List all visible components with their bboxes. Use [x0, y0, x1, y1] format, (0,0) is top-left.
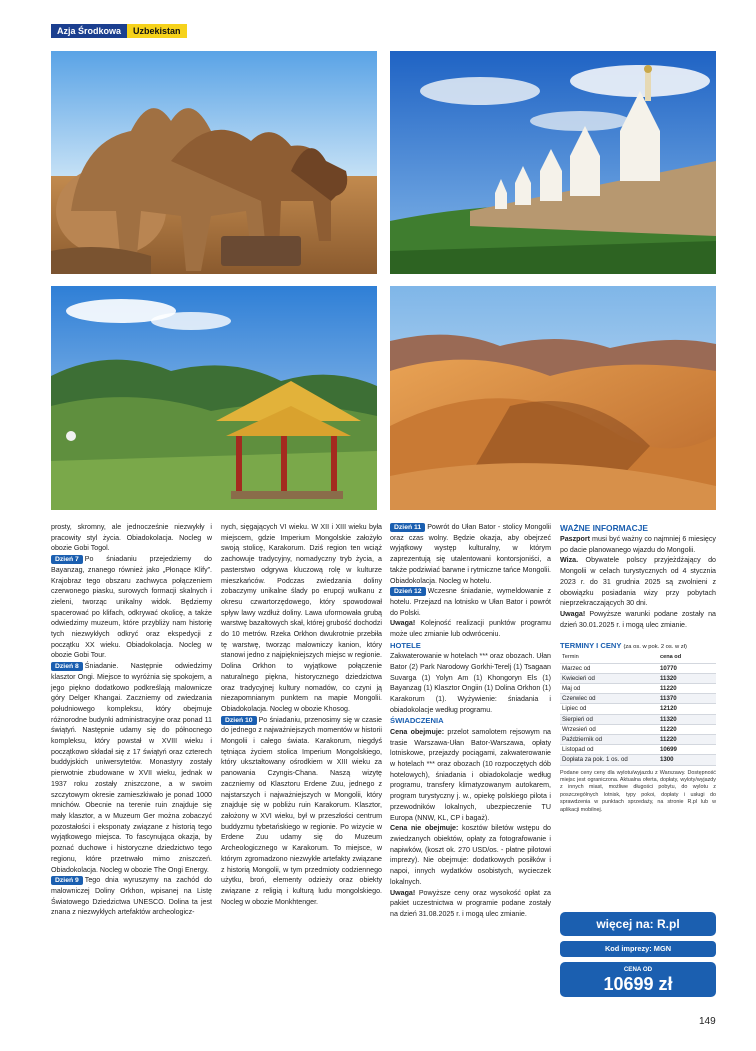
price-value: 11220: [658, 683, 716, 693]
price-term: Marzec od: [560, 663, 658, 673]
price-value: 1300: [658, 755, 716, 765]
passport-label: Paszport: [560, 535, 590, 543]
prices-section: [560, 640, 716, 814]
table-row: [560, 683, 716, 693]
table-row: [560, 704, 716, 714]
prices-heading: [560, 640, 716, 653]
itinerary-column-1: [51, 522, 212, 918]
note-label: Uwaga!: [390, 619, 416, 628]
important-info-heading: WAŻNE INFORMACJE: [560, 523, 648, 533]
table-row: [560, 745, 716, 755]
price-value: 11220: [658, 734, 716, 744]
day-badge-11: Dzień 11: [390, 523, 425, 532]
price-term: Wrzesień od: [560, 724, 658, 734]
table-row: [560, 673, 716, 683]
price-value: 10770: [658, 663, 716, 673]
text-paragraph: Po śniadaniu przejedziemy do Bayanzag, znanego również jako „Płonące Klify”. Krajobraz tego obszaru zachwyca połączeniem czerwonego piasku, surowych formacji skalnych i zieleni, tworząc unikalny widok. Będziemy spacerować po klifach, odkrywać okolicę, a także odwiedzimy muzeum, które przybliży nam historię tych niezwykłych odkryć oraz ekspedycji z początku XX wieku. Obiadokolacja. Nocleg w obozie Gobi Tour.: [51, 555, 212, 660]
tour-code-badge: Kod imprezy: MGN: [560, 941, 716, 957]
day-badge-8: Dzień 8: [51, 662, 83, 671]
price-disclaimer: Podane ceny ceny dla wylotu/wyjazdu z Warszawy. Dostępność miejsc jest ograniczona. Aktualna oferta, dopłaty, wyloty/wyjazdy z innych miast, możliwe długości pobytu, do wylotu z poszczególnych lotnisk, typy pokoi, dopłaty i usługi do sprawdzenia w punktach sprzedaży, na stronie R.pl lub w aplikacji mobilnej.: [560, 769, 716, 813]
price-table: [560, 653, 716, 765]
price-value: 11320: [658, 714, 716, 724]
price-table-header: [560, 653, 716, 663]
camels-photo: [51, 51, 377, 274]
price-value: 12120: [658, 704, 716, 714]
note-label: Uwaga!: [390, 888, 416, 897]
price-from-label: CENA OD: [623, 966, 653, 973]
note-text: Kolejność realizacji punktów programu może ulec zmianie lub odwróceniu.: [390, 619, 551, 639]
stupas-photo: [390, 51, 716, 274]
price-term: Październik od: [560, 734, 658, 744]
price-term: Maj od: [560, 683, 658, 693]
price-from-amount: 10699 zł: [603, 974, 673, 994]
pavilion-photo: [51, 286, 377, 510]
table-row: [560, 714, 716, 724]
table-row: [560, 694, 716, 704]
breadcrumb-region[interactable]: Azja Środkowa: [51, 24, 127, 38]
breadcrumb: [51, 24, 187, 38]
passport-text: musi być ważny co najmniej 6 miesięcy po dacie planowanego wjazdu do Mongolii.: [560, 535, 716, 554]
price-value: 11320: [658, 673, 716, 683]
page-number: 149: [699, 1016, 716, 1027]
table-row: [560, 663, 716, 673]
note-text: Powyższe warunki podane zostały na dzień 30.01.2025 r. i mogą ulec zmianie.: [560, 609, 716, 629]
day-badge-7: Dzień 7: [51, 555, 83, 564]
price-value: 11220: [658, 724, 716, 734]
day-badge-9: Dzień 9: [51, 876, 83, 885]
prices-subtitle: (za os. w pok. 2 os. w zł): [623, 644, 687, 651]
prices-title: TERMINY I CENY: [560, 641, 622, 651]
text-paragraph: Śniadanie. Następnie odwiedzimy klasztor Ongi. Miejsce to wyróżnia się spokojem, a jego piękno dodatkowo podkreślają malownicze góry Delger Khangai. Zaczniemy od zwiedzania południowego kompleksu, który obejmuje różnorodne budynki administracyjne oraz ponad 11 świątyń. Następnie udamy się do północnego kompleksu, który powstał w XVIII wieku i początkowo składał się z 17 świątyń oraz czterech buddyjskich uniwersytetów. Monastyry zostały pierwotnie zbudowane w XVII wieku, jednak w 1937 roku zostały zniszczone, a w swoim szczytowym okresie zamieszkiwało je ponad 1000 mnichów. Obecnie na terenie ruin znajduje się mały klasztor, a w Muzeum Ger można zobaczyć pozostałości i eksponaty związane z historią tego wyjątkowego miejsca. To fascynująca okazja, by poznać duchowe i historyczne dziedzictwo tego regionu, które przetrwało mimo zniszczeń. Obiadokolacja. Nocleg w obozie The Ongi Energy.: [51, 662, 212, 874]
price-includes-label: Cena obejmuje:: [390, 727, 445, 736]
text-paragraph: prosty, skromny, ale jednocześnie niezwykły i pracowity styl życia. Obiadokolacja. Nocleg w obozie Gobi Togol.: [51, 523, 212, 553]
breadcrumb-country[interactable]: Uzbekistan: [127, 24, 187, 38]
price-value: 11370: [658, 694, 716, 704]
table-row: [560, 755, 716, 765]
price-term: Sierpień od: [560, 714, 658, 724]
price-term: Czerwiec od: [560, 694, 658, 704]
day-badge-12: Dzień 12: [390, 587, 426, 596]
price-term: Kwiecień od: [560, 673, 658, 683]
hotels-heading: HOTELE: [390, 640, 421, 650]
visa-text: Obywatele polscy przyjeżdżający do Mongolii w celach turystycznych od 4 stycznia 2023 r. do 31 grudnia 2025 są zwolnieni z obowiązku posiadania wizy przy pobytach nieprzekraczających 30 dni.: [560, 556, 716, 608]
header-term: Termin: [560, 653, 658, 663]
price-term: Listopad od: [560, 745, 658, 755]
itinerary-column-2: [221, 522, 382, 907]
price-term: Dopłata za pok. 1 os. od: [560, 755, 658, 765]
hotels-text: Zakwaterowanie w hotelach *** oraz obozach. Ułan Bator (2) Park Narodowy Gorkhi-Terelj (1) Tsagaan Suvarga (1) Yolyn Am (1) Khongoryn Els (1) Bayanzag (1) Klasztor Ongiin (1) Dolina Orkhon (1) Karakorum (1). Wyżywienie: śniadania i obiadokolacje według programu.: [390, 652, 551, 714]
note-text: Powyższe ceny oraz wysokość opłat za pakiet uczestnictwa w programie podane zostały na dzień 31.08.2025 r. i mogą ulec zmianie.: [390, 888, 551, 918]
text-paragraph: Po śniadaniu, przenosimy się w czasie do jednego z najważniejszych momentów w historii Mongolii i całego świata. Karakorum, niegdyś tętniąca życiem stolica Imperium Mongolskiego, który ukształtowany ośrodkiem w XIII wieku za panowania Czyngis-Chana. Naszą wizytę zaczniemy od Klasztoru Erdene Zuu, jednego z najstarszych i najważniejszych w Mongolii, który znajduje się w pobliżu ruin Karakorum. Klasztor, założony w XVI wieku, był w przeszłości centrum buddyzmu tybetańskiego w regionie. Po wizycie w Erdene Zuu udamy się do Muzeum Archeologicznego w Karakorum. To miejsce, w którym zgromadzono niezwykłe artefakty związane z historią Mongolii, w tym przedmioty codziennego użytku, broń, elementy odzieży oraz obiekty związane z religią i kulturą ludu mongolskiego. Nocleg w obozie Monkhtenger.: [221, 715, 382, 906]
table-row: [560, 734, 716, 744]
info-column: [560, 522, 716, 814]
text-paragraph: Wczesne śniadanie, wymeldowanie z hotelu. Przejazd na lotnisko w Ułan Bator i powrót do Polski.: [390, 587, 551, 617]
dunes-photo: [390, 286, 716, 510]
itinerary-column-3: [390, 522, 551, 920]
header-value: cena od: [658, 653, 716, 663]
services-heading: ŚWIADCZENIA: [390, 716, 444, 726]
day-badge-10: Dzień 10: [221, 716, 257, 725]
visa-label: Wiza.: [560, 556, 579, 565]
note-label: Uwaga!: [560, 609, 586, 618]
text-paragraph: Tego dnia wyruszymy na zachód do malowniczej Doliny Orkhon, wpisanej na Listę Światowego Dziedzictwa UNESCO. Dolina ta jest znana z niezwykłych artefaktów archeologicz-: [51, 876, 212, 917]
price-term: Lipiec od: [560, 704, 658, 714]
text-paragraph: nych, sięgających VI wieku. W XII i XIII wieku była miejscem, gdzie Imperium Mongolskie założyło swoją stolicę, Karakorum. Dziś region ten wciąż zachowuje tradycyjny, nomadyczny tryb życia, a pasterstwo odgrywa kluczową rolę w kulturze mieszkańców. Podczas zwiedzania doliny zobaczymy unikalne ślady po erupcji wulkanu z okresu czwartorzędowego, który spowodował spływ lawy wzdłuż doliny. Lawa uformowała grubą warstwę bazaltowych skał, której grubość dochodzi do 10 metrów. Rzeka Orkhon dwukrotnie przebiła tę warstwę, tworząc malowniczy kanion, który stanowi jedno z najpiękniejszych miejsc w regionie. Dolina Orkhon to wyjątkowe połączenie naturalnego piękna, historycznego dziedzictwa oraz tradycyjnej kultury nomadów, co czyni ją niezapomnianym punktem na mapie Mongolii. Obiadokolacja. Nocleg w obozie Khosog.: [221, 523, 382, 713]
table-row: [560, 724, 716, 734]
price-includes-text: przelot samolotem rejsowym na trasie Warszawa-Ułan Bator-Warszawa, opłaty lotniskowe, przejazdy pociągami, zakwaterowanie w hotelach *** oraz obozach (10 rozpoczętych dób hotelowych), śniadania i obiadokolacje według programu, transfery klimatyzowanym autokarem, program turystyczny j. w., opiekę polskiego pilota i przewodników lokalnych, ubezpieczenie TU Europa (NNW, KL, CP i bagaż).: [390, 727, 551, 822]
text-paragraph: Powrót do Ułan Bator - stolicy Mongolii oraz czas wolny. Będzie okazja, aby obejrzeć wyjątkowy występ kulturalny, w którym zaprezentują się utalentowani kontorsjoniści, a także podziwiać barwne i rytmiczne tańce Mongolii. Obiadokolacja. Nocleg w hotelu.: [390, 523, 551, 585]
price-excludes-label: Cena nie obejmuje:: [390, 824, 459, 833]
more-info-button[interactable]: więcej na: R.pl: [560, 912, 716, 936]
price-from-badge: [560, 962, 716, 997]
price-excludes-text: kosztów biletów wstępu do zwiedzanych obiektów, opłaty za fotografowanie i napiwków, (koszt ok. 270 USD/os. - płatne pilotowi imprezy). Nie obejmuje: dodatkowych posiłków i napoi, innych wydatków osobistych, wycieczek lokalnych.: [390, 824, 551, 886]
price-value: 10699: [658, 745, 716, 755]
